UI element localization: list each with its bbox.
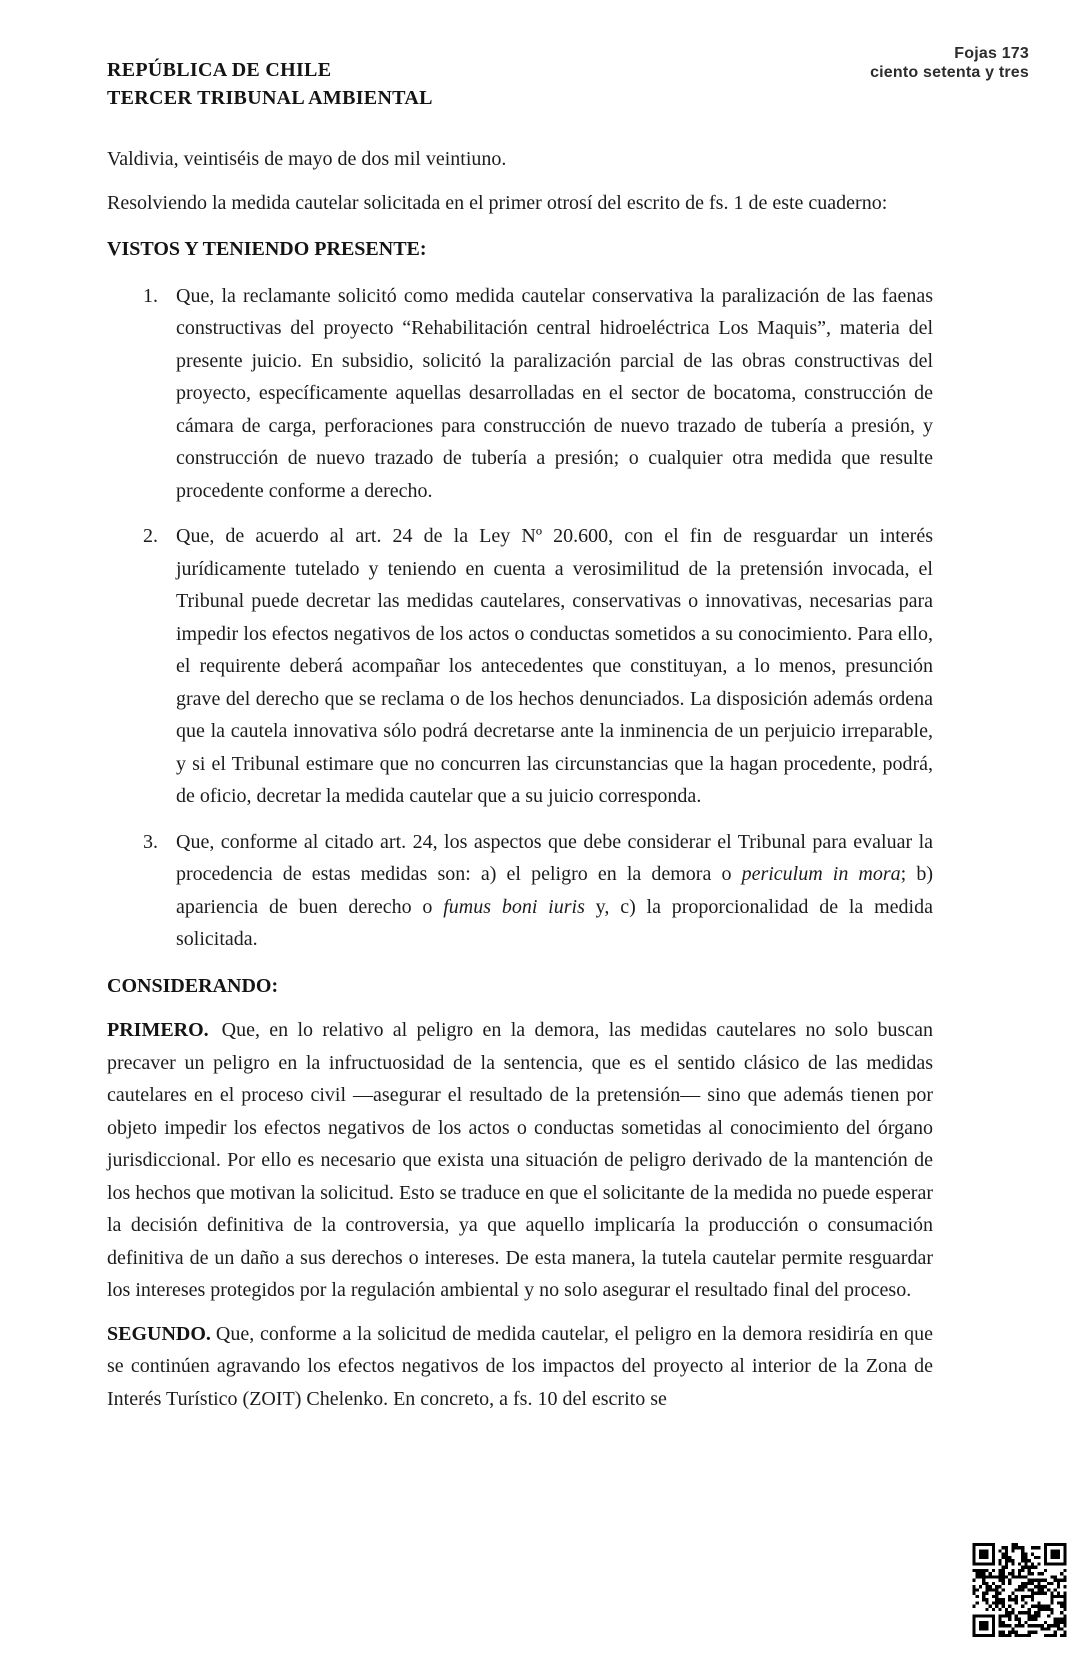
considerando-heading: CONSIDERANDO: xyxy=(107,974,279,997)
paragraph-text: Que, conforme a la solicitud de medida cautelar, el peligro en la demora residiría en que se continúen agravando los efectos negativos de los impactos del proyecto al interior de la Zona de Interés Turístico (ZOIT) Chelenko. En concreto, a fs. 10 del escrito se xyxy=(107,1322,933,1410)
list-item-number: 3. xyxy=(143,830,158,853)
vistos-list xyxy=(107,280,933,956)
paragraph-label: PRIMERO. xyxy=(107,1019,209,1041)
list-item xyxy=(107,280,933,508)
paragraph-text: Que, en lo relativo al peligro en la demora, las medidas cautelares no solo buscan precaver un peligro en la infructuosidad de la sentencia, que es el sentido clásico de las medidas cautelares en el proceso civil —asegurar el resultado de la pretensión— sino que además tienen por objeto impedir los efectos negativos de los actos o conductas sometidas al conocimiento del órgano jurisdiccional. Por ello es necesario que exista una situación de peligro derivado de la mantención de los hechos que motivan la solicitud. Esto se traduce en que el solicitante de la medida no puede esperar la decisión definitiva de la controversia, ya que aquello implicaría la producción o consumación definitiva de un daño a sus derechos o intereses. De esta manera, la tutela cautelar permite resguardar los intereses protegidos por la regulación ambiental y no solo asegurar el resultado final del proceso. xyxy=(107,1019,933,1301)
considerando-paragraph-segundo xyxy=(107,1318,933,1416)
letterhead xyxy=(107,56,433,112)
latin-phrase: fumus boni iuris xyxy=(443,895,585,918)
intro-paragraph: Resolviendo la medida cautelar solicitada en el primer otrosí del escrito de fs. 1 de este cuaderno: xyxy=(107,191,888,214)
considerando-paragraph-primero xyxy=(107,1014,933,1307)
paragraph-label: SEGUNDO. xyxy=(107,1322,211,1345)
list-item-text: ; b) apariencia de buen derecho o xyxy=(176,863,933,918)
tribunal-title: TERCER TRIBUNAL AMBIENTAL xyxy=(107,87,433,109)
list-item-text: Que, la reclamante solicitó como medida cautelar conservativa la paralización de las faenas constructivas del proyecto “Rehabilitación central hidroeléctrica Los Maquis”, materia del presente juicio. En subsidio, solicitó la paralización parcial de las obras constructivas del proyecto, específicamente aquellas desarrolladas en el sector de bocatoma, construcción de cámara de carga, perforaciones para construcción de nuevo trazado de tubería a presión, y construcción de nuevo trazado de tubería a presión; o cualquier otra medida que resulte procedente conforme a derecho. xyxy=(176,284,933,502)
list-item-text: y, c) la proporcionalidad de la medida solicitada. xyxy=(176,895,933,950)
date-line: Valdivia, veintiséis de mayo de dos mil veintiuno. xyxy=(107,148,507,170)
republic-title: REPÚBLICA DE CHILE xyxy=(107,59,332,81)
document-body xyxy=(107,143,933,1426)
list-item xyxy=(107,520,933,813)
qr-code xyxy=(972,1543,1067,1637)
fojas-words: ciento setenta y tres xyxy=(870,64,1029,81)
fojas-number: Fojas 173 xyxy=(954,45,1029,62)
list-item xyxy=(107,826,933,956)
list-item-number: 1. xyxy=(143,284,158,307)
list-item-text: Que, de acuerdo al art. 24 de la Ley Nº 20.600, con el fin de resguardar un interés jurídicamente tutelado y teniendo en cuenta a verosimilitud de la pretensión invocada, el Tribunal puede decretar las medidas cautelares, conservativas o innovativas, necesarias para impedir los efectos negativos de los actos o conductas sometidos a su conocimiento. Para ello, el requirente deberá acompañar los antecedentes que constituyan, a lo menos, presunción grave del derecho que se reclama o de los hechos denunciados. La disposición además ordena que la cautela innovativa sólo podrá decretarse ante la inminencia de un perjuicio irreparable, y si el Tribunal estimare que no concurren las circunstancias que la hagan procedente, podrá, de oficio, decretar la medida cautelar que a su juicio corresponda. xyxy=(176,525,933,807)
latin-phrase: periculum in mora xyxy=(741,863,901,885)
list-item-text: Que, conforme al citado art. 24, los aspectos que debe considerar el Tribunal para evaluar la procedencia de estas medidas son: a) el peligro en la demora o xyxy=(176,830,933,885)
fojas-stamp xyxy=(870,44,1029,82)
list-item-number: 2. xyxy=(143,525,158,547)
vistos-heading: VISTOS Y TENIENDO PRESENTE: xyxy=(107,238,427,260)
